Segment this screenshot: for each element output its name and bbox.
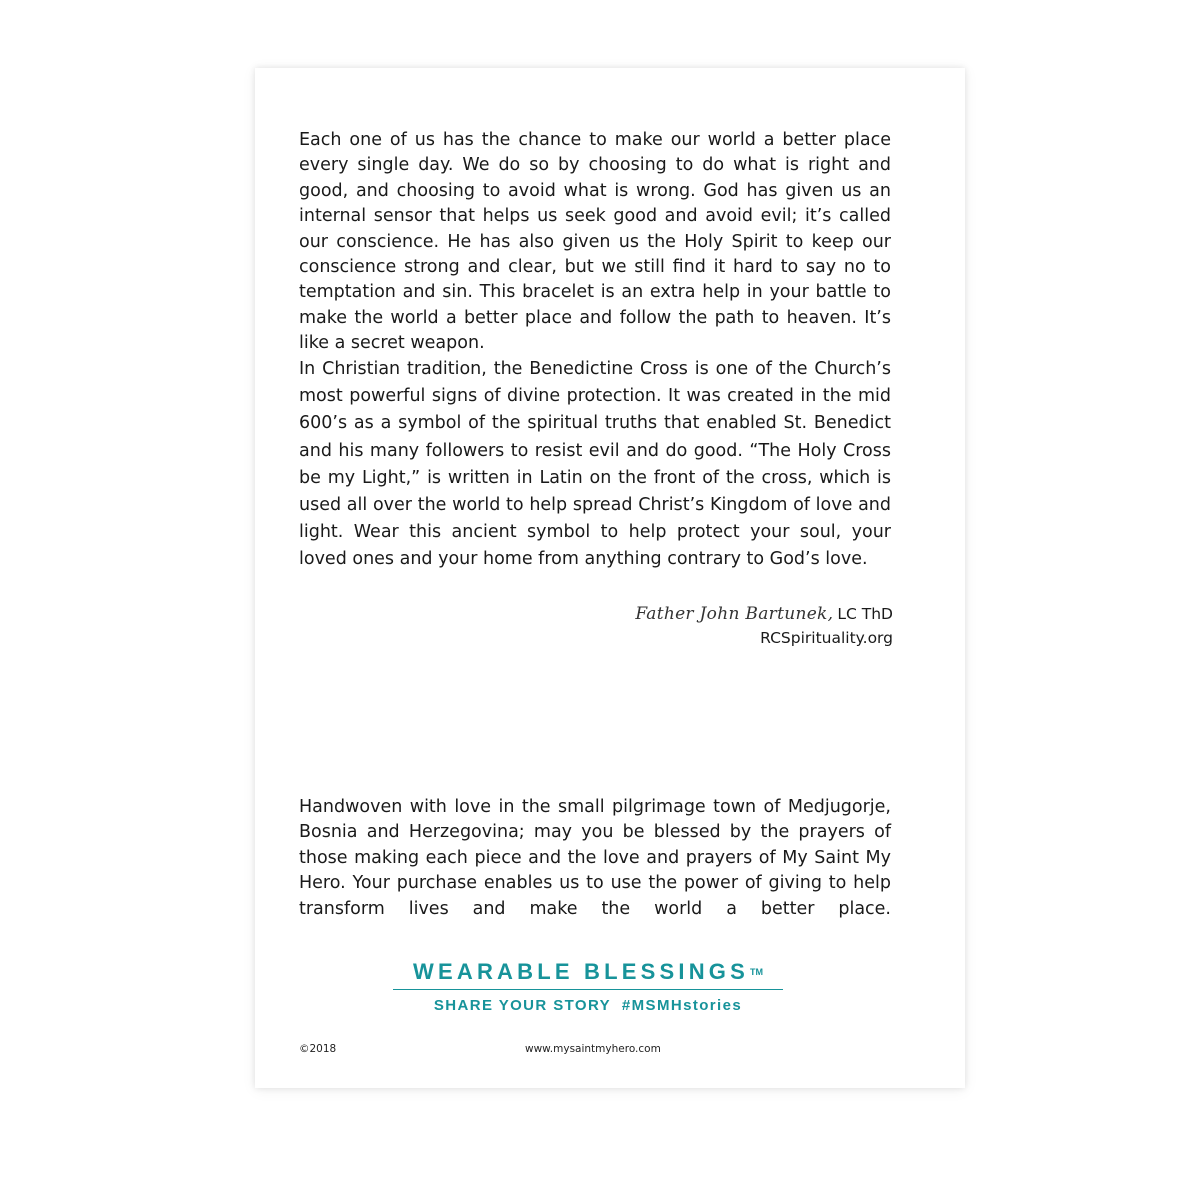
benedictine-cross-paragraph: In Christian tradition, the Benedictine Cross is one of the Church’s most powerful signs of divine protection. It was created in the mid 600’s as a symbol of the spiritual truths that enabled St. Benedict and his many followers to resist evil and do good. “The Holy Cross be my Light,” is written in Latin on the front of the cross, which is used all over the world to help spread Christ’s Kingdom of love and light. Wear this ancient symbol to help protect your soul, your loved ones and your home from anything contrary to God’s love. — [299, 359, 891, 570]
intro-paragraph: Each one of us has the chance to make our world a better place every single day. We do so by choosing to do what is right and good, and choosing to avoid what is wrong. God has given us an internal sensor that helps us seek good and avoid evil; it’s called our conscience. He has also given us the Holy Spirit to keep our conscience strong and clear, but we still find it hard to say no to temptation and sin. This bracelet is an extra help in your battle to make the world a better place and follow the path to heaven. It’s like a secret weapon. — [299, 130, 891, 354]
brand-title — [393, 958, 783, 986]
handwritten-signature: Father John Bartunek, — [635, 604, 834, 624]
brand-block — [393, 958, 783, 1016]
brand-title-text: WEARABLE BLESSINGS — [413, 959, 749, 984]
signature-website: RCSpirituality.org — [760, 629, 893, 647]
signature-credentials: LC ThD — [837, 605, 893, 623]
footer-url: www.mysaintmyhero.com — [525, 1043, 661, 1055]
trademark-mark: TM — [749, 967, 763, 977]
signature-line — [635, 602, 893, 626]
brand-divider — [393, 989, 783, 990]
product-insert-card — [255, 68, 965, 1088]
handwoven-paragraph: Handwoven with love in the small pilgrimage town of Medjugorje, Bosnia and Herzegovina; may you be blessed by the prayers of those making each piece and the love and prayers of My Saint My Hero. Your purchase enables us to use the power of giving to help transform lives and make the world a better place. — [299, 797, 891, 919]
signature-block — [635, 602, 893, 650]
copyright-text: ©2018 — [299, 1043, 337, 1055]
brand-tagline: SHARE YOUR STORY #MSMHstories — [433, 997, 743, 1014]
